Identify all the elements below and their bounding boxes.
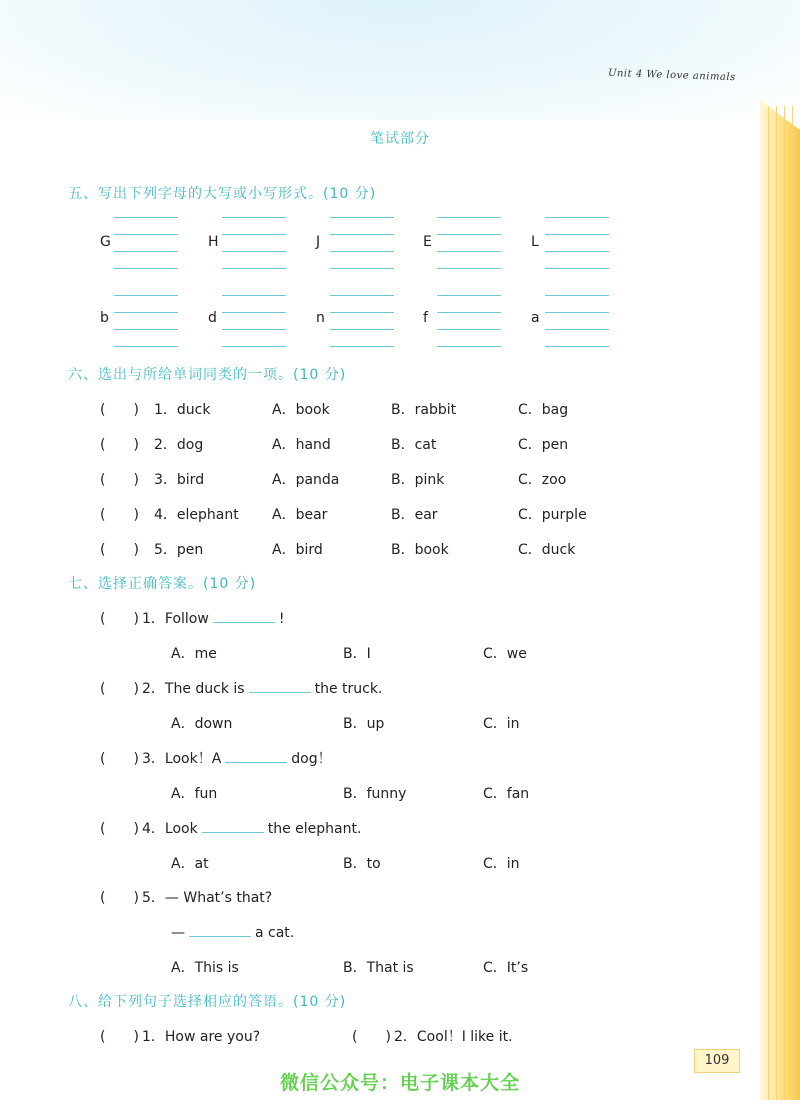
writing-guide-line	[437, 268, 501, 269]
given-letter: H	[208, 234, 219, 250]
option-b: B．cat	[391, 437, 437, 453]
writing-guide-line	[330, 217, 394, 218]
question-word: 3．bird	[154, 472, 205, 488]
writing-guide-line	[330, 251, 394, 252]
writing-guide-line	[545, 346, 609, 347]
writing-guide-line	[545, 251, 609, 252]
writing-guide-line	[222, 346, 286, 347]
option-a: A．bear	[272, 507, 328, 523]
option-a: A．This is	[171, 960, 239, 976]
answer-paren[interactable]: ( )	[100, 542, 139, 558]
given-letter: b	[100, 310, 109, 326]
question-text: dog！	[291, 751, 332, 767]
given-letter: G	[100, 234, 111, 250]
page-number: 109	[694, 1049, 740, 1073]
writing-guide-line	[330, 346, 394, 347]
writing-guide-line	[437, 217, 501, 218]
writing-guide-line	[222, 234, 286, 235]
fill-blank[interactable]	[213, 608, 275, 623]
question-text: 2．Cool！I like it.	[394, 1029, 513, 1045]
option-c: C．duck	[518, 542, 576, 558]
answer-paren[interactable]: ( )	[100, 437, 139, 453]
option-b: B．rabbit	[391, 402, 457, 418]
answer-paren[interactable]: ( )	[100, 472, 139, 488]
page-edge-line	[768, 106, 769, 1100]
writing-guide-line	[114, 217, 178, 218]
answer-paren[interactable]: ( )	[100, 507, 139, 523]
question-text: !	[278, 611, 285, 627]
question-word: 5．pen	[154, 542, 204, 558]
question-text: 4．Look	[142, 821, 198, 837]
option-c: C．in	[483, 716, 520, 732]
writing-guide-line	[222, 217, 286, 218]
given-letter: a	[531, 310, 540, 326]
answer-paren[interactable]: ( )	[100, 681, 139, 697]
answer-paren[interactable]: ( )	[352, 1029, 391, 1045]
answer-paren[interactable]: ( )	[100, 821, 139, 837]
option-a: A．bird	[272, 542, 323, 558]
option-b: B．up	[343, 716, 385, 732]
question-text: 1．How are you?	[142, 1029, 261, 1045]
option-a: A．book	[272, 402, 330, 418]
writing-guide-line	[545, 329, 609, 330]
part-title: 笔试部分	[370, 131, 430, 147]
writing-guide-line	[330, 268, 394, 269]
writing-guide-line	[114, 346, 178, 347]
given-letter: n	[316, 310, 325, 326]
fill-blank[interactable]	[202, 818, 264, 833]
watermark-text: 微信公众号：电子课本大全	[279, 1072, 520, 1094]
writing-guide-line	[222, 295, 286, 296]
option-a: A．fun	[171, 786, 218, 802]
option-b: B．That is	[343, 960, 414, 976]
given-letter: d	[208, 310, 217, 326]
dialogue-dash: —	[171, 925, 185, 941]
option-a: A．at	[171, 856, 209, 872]
writing-guide-line	[330, 329, 394, 330]
question-word: 4．elephant	[154, 507, 239, 523]
writing-guide-line	[545, 312, 609, 313]
writing-guide-line	[545, 295, 609, 296]
section6-title: 六、选出与所给单词同类的一项。(10 分)	[68, 367, 347, 383]
option-c: C．It’s	[483, 960, 529, 976]
option-b: B．funny	[343, 786, 407, 802]
writing-guide-line	[114, 329, 178, 330]
given-letter: f	[423, 310, 428, 326]
question-text: a cat.	[255, 925, 295, 941]
writing-guide-line	[330, 295, 394, 296]
section8-title: 八、给下列句子选择相应的答语。(10 分)	[68, 994, 347, 1010]
writing-guide-line	[222, 251, 286, 252]
writing-guide-line	[437, 329, 501, 330]
answer-paren[interactable]: ( )	[100, 890, 139, 906]
option-b: B．ear	[391, 507, 438, 523]
option-b: B．I	[343, 646, 371, 662]
answer-paren[interactable]: ( )	[100, 611, 139, 627]
writing-guide-line	[437, 312, 501, 313]
given-letter: L	[531, 234, 539, 250]
writing-guide-line	[437, 234, 501, 235]
fill-blank[interactable]	[249, 678, 311, 693]
page-edge-line	[792, 106, 793, 1100]
question-text: 3．Look！A	[142, 751, 222, 767]
question-text: 2．The duck is	[142, 681, 245, 697]
writing-guide-line	[222, 312, 286, 313]
writing-guide-line	[222, 329, 286, 330]
book-page-edge	[760, 100, 800, 1100]
writing-guide-line	[437, 346, 501, 347]
question-word: 2．dog	[154, 437, 204, 453]
writing-guide-line	[114, 312, 178, 313]
section7-title: 七、选择正确答案。(10 分)	[68, 576, 257, 592]
writing-guide-line	[330, 234, 394, 235]
writing-guide-line	[114, 234, 178, 235]
unit-header: Unit 4 We love animals	[607, 67, 736, 84]
option-c: C．fan	[483, 786, 530, 802]
writing-guide-line	[437, 295, 501, 296]
option-c: C．zoo	[518, 472, 567, 488]
question-text: the elephant.	[267, 821, 362, 837]
option-b: B．book	[391, 542, 449, 558]
answer-paren[interactable]: ( )	[100, 402, 139, 418]
writing-guide-line	[114, 268, 178, 269]
question-word: 1．duck	[154, 402, 211, 418]
writing-guide-line	[545, 234, 609, 235]
option-c: C．purple	[518, 507, 587, 523]
writing-guide-line	[545, 217, 609, 218]
given-letter: E	[423, 234, 432, 250]
writing-guide-line	[114, 251, 178, 252]
option-a: A．down	[171, 716, 233, 732]
option-c: C．bag	[518, 402, 569, 418]
option-c: C．we	[483, 646, 527, 662]
question-text: the truck.	[314, 681, 383, 697]
page-edge-line	[776, 106, 777, 1100]
header-background	[0, 0, 800, 120]
option-c: C．in	[483, 856, 520, 872]
section5-title: 五、写出下列字母的大写或小写形式。(10 分)	[68, 186, 377, 202]
writing-guide-line	[114, 295, 178, 296]
question-text: 5．— What’s that?	[142, 890, 273, 906]
answer-paren[interactable]: ( )	[100, 1029, 139, 1045]
writing-guide-line	[437, 251, 501, 252]
option-c: C．pen	[518, 437, 569, 453]
fill-blank[interactable]	[225, 748, 287, 763]
option-a: A．hand	[272, 437, 331, 453]
writing-guide-line	[330, 312, 394, 313]
fill-blank[interactable]	[189, 922, 251, 937]
answer-paren[interactable]: ( )	[100, 751, 139, 767]
option-a: A．me	[171, 646, 217, 662]
option-a: A．panda	[272, 472, 340, 488]
writing-guide-line	[222, 268, 286, 269]
page-edge-line	[784, 106, 785, 1100]
given-letter: J	[316, 234, 321, 250]
question-text: 1．Follow	[142, 611, 209, 627]
option-b: B．pink	[391, 472, 445, 488]
option-b: B．to	[343, 856, 381, 872]
writing-guide-line	[545, 268, 609, 269]
